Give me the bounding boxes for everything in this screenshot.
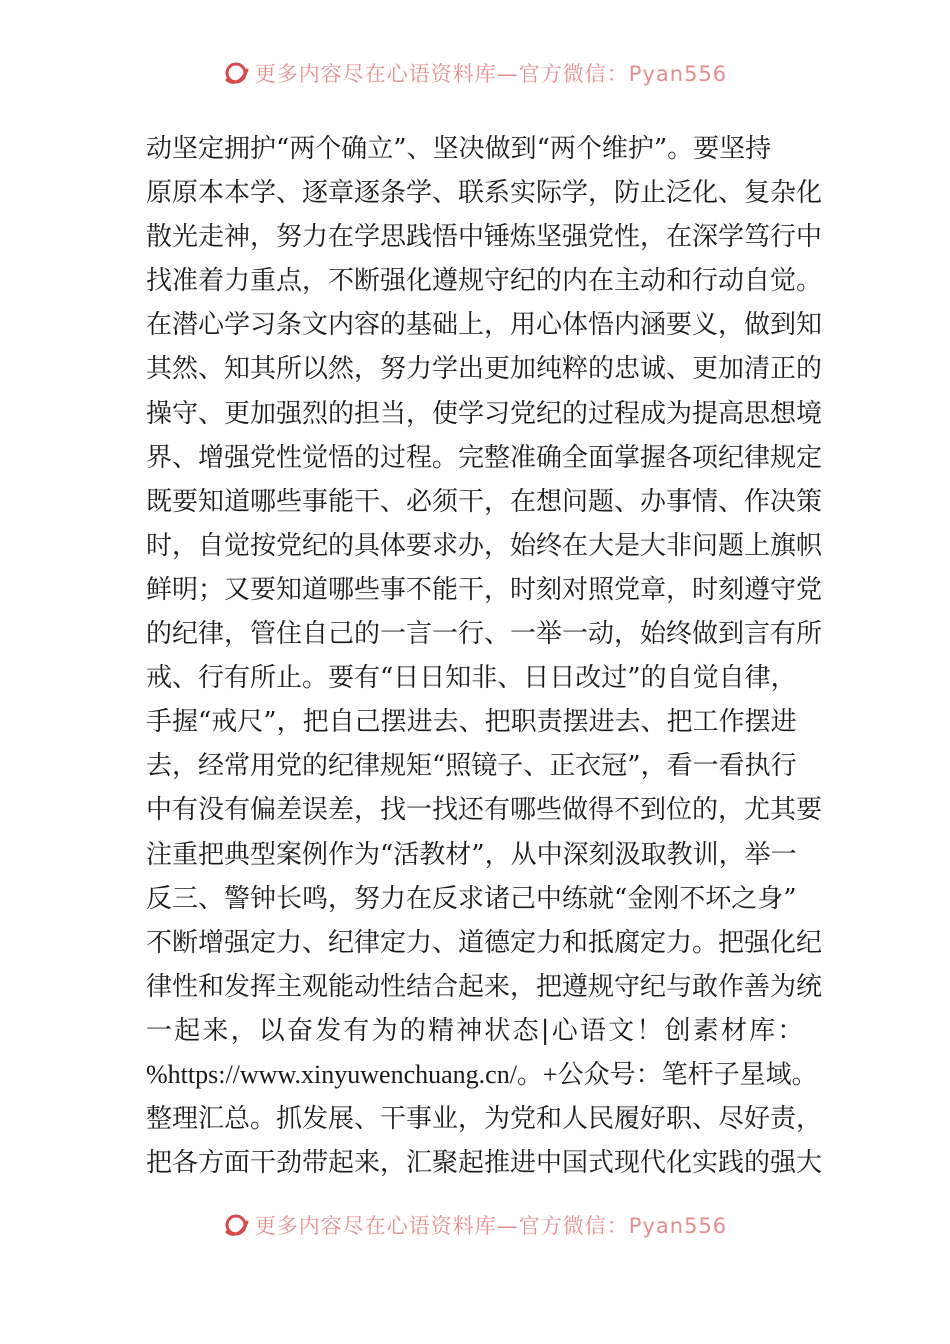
watermark-text: 更多内容尽在心语资料库—官方微信：Pyan556 — [254, 1214, 728, 1238]
logo-icon — [223, 1212, 249, 1238]
text-line: 手握“戒尺”，把自己摆进去、把职责摆进去、把工作摆进 — [146, 707, 797, 738]
watermark-text: 更多内容尽在心语资料库—官方微信：Pyan556 — [254, 62, 728, 86]
text-line: 注重把典型案例作为“活教材”，从中深刻汲取教训，举一 — [146, 839, 797, 870]
text-line: 鲜明；又要知道哪些事不能干，时刻对照党章，时刻遵守党 — [146, 574, 823, 605]
text-line: 把各方面干劲带起来，汇聚起推进中国式现代化实践的强大 — [146, 1148, 823, 1179]
text-line: 既要知道哪些事能干、必须干，在想问题、办事情、作决策 — [146, 486, 823, 517]
logo-icon — [223, 60, 249, 86]
text-line: %https://www.xinyuwenchuang.cn/。+公众号：笔杆子星域。 — [146, 1059, 818, 1089]
text-line: 中有没有偏差误差，找一找还有哪些做得不到位的，尤其要 — [146, 795, 823, 826]
text-line: 整理汇总。抓发展、干事业，为党和人民履好职、尽好责， — [146, 1104, 823, 1135]
text-line: 在潜心学习条文内容的基础上，用心体悟内涵要义，做到知 — [146, 310, 823, 341]
text-line: 反三、警钟长鸣，努力在反求诸己中练就“金刚不坏之身” — [146, 883, 797, 914]
text-line: 戒、行有所止。要有“日日知非、日日改过”的自觉自律， — [146, 663, 797, 694]
text-line: 操守、更加强烈的担当，使学习党纪的过程成为提高思想境 — [146, 398, 823, 429]
text-line: 时，自觉按党纪的具体要求办，始终在大是大非问题上旗帜 — [146, 530, 823, 561]
text-line: 的纪律，管住自己的一言一行、一举一动，始终做到言有所 — [146, 619, 823, 650]
text-line: 其然、知其所以然，努力学出更加纯粹的忠诚、更加清正的 — [146, 354, 823, 385]
text-line: 一起来，以奋发有为的精神状态|心语文！创素材库： — [146, 1015, 806, 1046]
text-line: 不断增强定力、纪律定力、道德定力和抵腐定力。把强化纪 — [146, 927, 823, 958]
document-body — [146, 127, 823, 1185]
text-line: 界、增强党性觉悟的过程。完整准确全面掌握各项纪律规定 — [146, 442, 823, 473]
footer-watermark — [0, 1208, 950, 1242]
text-line: 律性和发挥主观能动性结合起来，把遵规守纪与敢作善为统 — [146, 971, 823, 1002]
text-line: 原原本本学、逐章逐条学、联系实际学，防止泛化、复杂化 — [146, 178, 823, 209]
text-line: 找准着力重点，不断强化遵规守纪的内在主动和行动自觉。 — [146, 266, 823, 297]
header-watermark — [0, 56, 950, 90]
text-line: 去，经常用党的纪律规矩“照镜子、正衣冠”，看一看执行 — [146, 751, 797, 782]
text-line: 散光走神，努力在学思践悟中锤炼坚强党性，在深学笃行中 — [146, 222, 823, 253]
text-line: 动坚定拥护“两个确立”、坚决做到“两个维护”。要坚持 — [146, 134, 772, 164]
